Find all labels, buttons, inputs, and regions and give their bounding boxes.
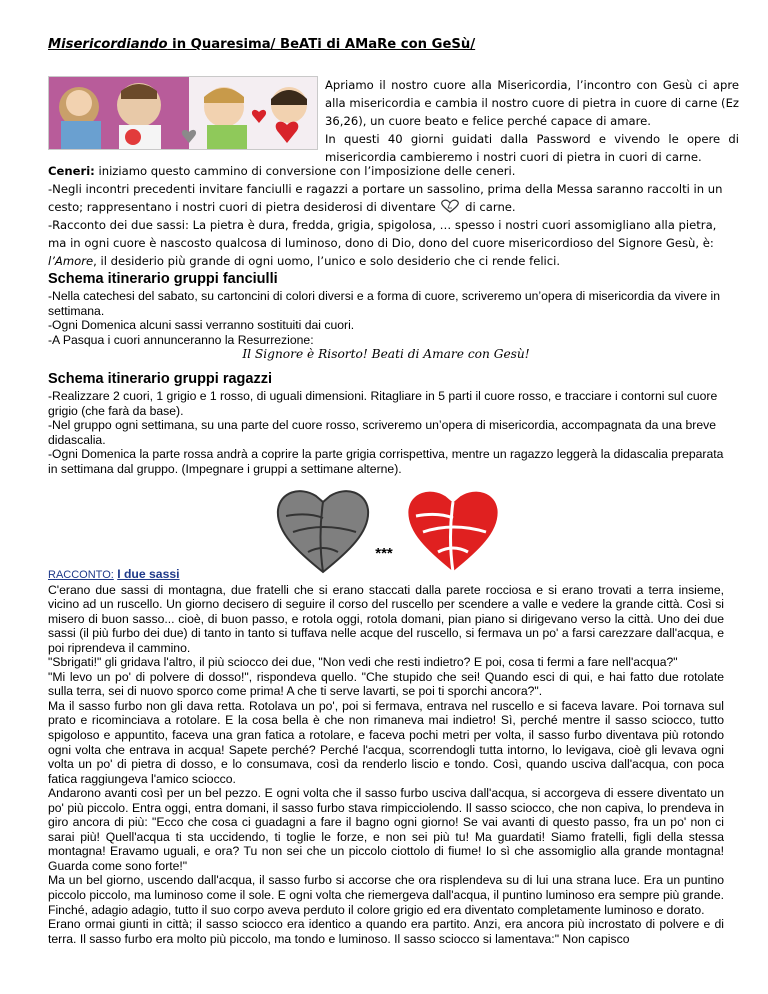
hearts-illustration [268, 482, 510, 578]
racconto-paragraph-3: "Mi levo un po' di polvere di dosso!", rispondeva quello. "Che stupido che sei! Quando esci di qui, e hai fatto due rotolate sulla terra, sei di nuovo sporco come prima! A che ti serve lavarti, se poi ti sporchi ancora?". [48, 669, 724, 699]
fanciulli-motto: Il Signore è Risorto! Beati di Amare con Gesù! [242, 347, 530, 362]
ceneri-line-2 [48, 180, 738, 216]
racconto-paragraph-7: Erano ormai giunti in città; il sasso sciocco era identico a quando era partito. Anzi, era ancora più incrostato di polvere e di terra. Il sasso furbo era molto più piccolo, ma tondo e luminoso. Il sasso sciocco si lamentava:" Non capisco [48, 917, 724, 946]
fanciulli-line-1: -Nella catechesi del sabato, su cartoncini di colori diversi e a forma di cuore, scriveremo un’opera di misericordia da vivere in settimana. [48, 289, 720, 318]
racconto-paragraph-6: Ma un bel giorno, uscendo dall'acqua, il sasso furbo si accorse che ora risplendeva su di lui una strana luce. Era un puntino piccolo piccolo, ma luminoso come il sole. E ogni volta che riemergeva dall'acqua, il puntino luminoso era sempre più grande. Finché, adagio adagio, tutto il suo corpo aveva perduto il colore grigio ed era diventato completamente luminoso e dorato. [48, 873, 724, 917]
ceneri-text-3-end: , il desiderio più grande di ogni uomo, l’unico e solo desiderio che ci rende felici. [93, 254, 561, 268]
children-with-hearts-illustration [49, 77, 317, 149]
ragazzi-line-1: -Realizzare 2 cuori, 1 grigio e 1 rosso, di uguali dimensioni. Ritagliare in 5 parti il cuore rosso, e tracciare i contorni sul cuore grigio (che farà da base). [48, 389, 718, 418]
ceneri-section [48, 162, 738, 270]
fanciulli-section [48, 289, 724, 362]
heading-fanciulli: Schema itinerario gruppi fanciulli [48, 271, 278, 287]
title-rest: in Quaresima/ BeATi di AMaRe con GeSù/ [167, 37, 476, 52]
ragazzi-line-2: -Nel gruppo ogni settimana, su una parte del cuore rosso, scriveremo un’opera di misericordia, accompagnata da una breve didascalia. [48, 418, 716, 447]
racconto-paragraph-5: Andarono avanti così per un bel pezzo. E ogni volta che il sasso furbo usciva dall'acqua, si accorgeva di essere diventato un po' più piccolo. Entra oggi, entra domani, il sasso furbo stava rimpicciolendo. Il sasso sciocco, che non capiva, lo prendeva in giro ancora di più: "Ecco che cosa ci guadagni a fare il bagno ogni giorno! Se vai avanti di questo passo, fra un po' non ci sarai più! Quell'acqua ti sta uccidendo, ti toglie le forze, e non sei più tu! Ma guardati! Siamo fratelli, figli della stessa montagna! Eravamo uguali, e ora? Tu non sei che un piccolo ciottolo di fiume! Io sì che assomiglio alla grande montagna! Guarda come sono forte!" [48, 786, 724, 873]
ceneri-label: Ceneri: [48, 164, 95, 178]
racconto-label: RACCONTO: [48, 569, 114, 581]
ceneri-text-2b: di carne. [461, 200, 516, 214]
ragazzi-section [48, 389, 724, 477]
racconto-paragraph-2: "Sbrigati!" gli gridava l'altro, il più sciocco dei due, "Non vedi che resti indietro? E poi, cosa ti fermi a fare nell'acqua?" [48, 655, 678, 670]
ceneri-text-1: iniziamo questo cammino di conversione con l’imposizione delle ceneri. [94, 164, 516, 178]
title-italic: Misericordiando [48, 37, 168, 52]
fanciulli-line-2: -Ogni Domenica alcuni sassi verranno sostituiti dai cuori. [48, 318, 355, 333]
racconto-section [48, 567, 724, 946]
racconto-heading [48, 567, 724, 583]
ceneri-amore: l’Amore [48, 254, 94, 268]
racconto-paragraph-1: C'erano due sassi di montagna, due fratelli che si erano staccati dalla parete rocciosa e si erano trovati a terra insieme, vicino ad un ruscello. Un giorno decisero di seguire il corso del ruscello per scendere a valle e vedere la grande città. Così si misero di buon sasso... cioè, di buon passo, e rotola oggi, rotola domani, pian piano si dirigevano verso la città. Uno dei due sassi (il più furbo dei due) di tanto in tanto si tuffava nelle acque del ruscello, si fermava un po' a farsi carezzare dall'acqua, e poi riprendeva il cammino. [48, 582, 724, 655]
racconto-title-link[interactable]: I due sassi [117, 567, 180, 581]
ragazzi-line-3: -Ogni Domenica la parte rossa andrà a coprire la parte grigia corrispettiva, mentre un ragazzo leggerà la didascalia preparata in settimana dal gruppo. (Impegnare i gruppi a settimane alterne). [48, 447, 724, 476]
ceneri-text-2a: -Negli incontri precedenti invitare fanciulli e ragazzi a portare un sassolino, prima della Messa saranno raccolti in un cesto; rappresentano i nostri cuori di pietra desiderosi di diventare [48, 182, 723, 214]
heart-icon [439, 199, 461, 213]
intro-paragraph-2: In questi 40 giorni guidati dalla Password e vivendo le opere di misericordia cambieremo i nostri cuori di pietra in cuori di carne. [325, 132, 739, 164]
ceneri-text-3: -Racconto dei due sassi: La pietra è dura, fredda, grigia, spigolosa, … spesso i nostri cuori assomigliano alla pietra, ma in ogni cuore è nascosto qualcosa di luminoso, dono di Dio, dono del cuore misericordioso del Signore Gesù, è: [48, 218, 717, 250]
heading-ragazzi: Schema itinerario gruppi ragazzi [48, 371, 272, 387]
section-separator: *** [375, 545, 393, 562]
ceneri-line-3 [48, 216, 738, 270]
racconto-paragraph-4: Ma il sasso furbo non gli dava retta. Rotolava un po', poi si fermava, entrava nel ruscello e si faceva lavare. Poi tornava sul prato e ricominciava a rotolare. E la cosa bella è che non rimaneva mai indietro! Sì, perché mentre il sasso sciocco, tutto spigoloso e appuntito, faceva una gran fatica a rotolare, e faceva pochi metri per volta, il sasso furbo diventava più rotondo ogni volta che entrava in acqua! Sapete perché? Perché l'acqua, scorrendogli tutta intorno, lo levigava, cioè gli levava ogni volta un po' di pietra di dosso, e lo consumava, così da renderlo liscio e tondo. Così, quando usciva dall'acqua, con poca fatica raggiungeva l'amico sciocco. [48, 698, 724, 786]
page-title [48, 37, 475, 52]
illustration-banner [48, 76, 318, 150]
intro-text [325, 76, 739, 166]
ceneri-line-1 [48, 162, 738, 180]
intro-paragraph: Apriamo il nostro cuore alla Misericordia, l’incontro con Gesù ci apre alla misericordia e cambia il nostro cuore di pietra in cuore di carne (Ez 36,26), un cuore beato e felice perché capace di amare. [325, 78, 739, 128]
fanciulli-line-3: -A Pasqua i cuori annunceranno la Resurrezione: [48, 332, 314, 347]
